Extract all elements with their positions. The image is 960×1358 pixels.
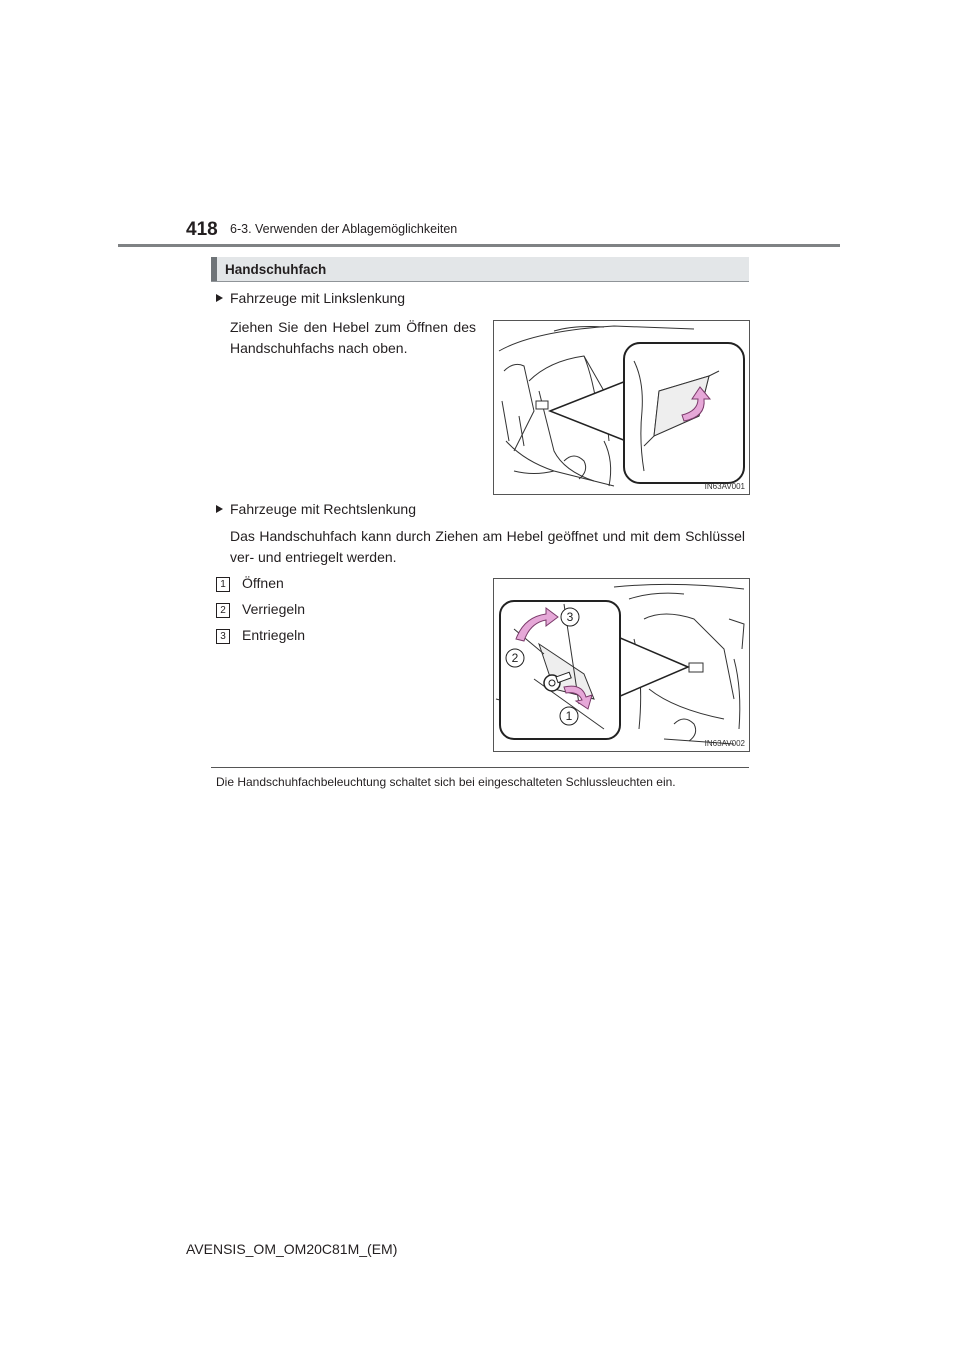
figure-left-hand [493,320,750,495]
list-item [216,601,305,618]
glovebox-right-hand-illustration [494,579,749,751]
triangle-bullet-icon [216,294,223,302]
svg-text:3: 3 [566,610,574,624]
list-item-label: Verriegeln [242,601,306,617]
list-item-label: Entriegeln [242,627,306,643]
number-box: 1 [216,577,230,592]
header-rule [118,244,840,247]
note-divider [211,767,749,768]
page-number: 418 [186,219,218,240]
svg-text:1: 1 [565,709,573,723]
bullet-left-hand-label: Fahrzeuge mit Linkslenkung [230,290,406,306]
list-item [216,575,284,592]
figure-right-hand-id: IN63AV002 [704,739,745,748]
number-box: 2 [216,603,230,618]
figure-left-hand-id: IN63AV001 [704,482,745,491]
section-heading: Handschuhfach [225,262,327,277]
bullet-left-hand [216,290,405,306]
left-hand-text: Ziehen Sie den Hebel zum Öffnen des Handschuhfachs nach oben. [230,319,476,356]
section-heading-bar [211,257,749,282]
triangle-bullet-icon [216,505,223,513]
list-item [216,627,305,644]
svg-text:2: 2 [511,651,519,665]
note-text: Die Handschuhfachbeleuchtung schaltet sich bei eingeschalteten Schlussleuchten ein. [216,775,676,789]
bullet-right-hand-label: Fahrzeuge mit Rechtslenkung [230,501,416,517]
section-title: 6-3. Verwenden der Ablagemöglichkeiten [230,222,458,236]
footer-doc-id: AVENSIS_OM_OM20C81M_(EM) [186,1241,398,1257]
list-item-label: Öffnen [242,575,284,591]
bullet-right-hand [216,501,416,517]
right-hand-text: Das Handschuhfach kann durch Ziehen am Hebel geöffnet und mit dem Schlüssel ver- und entriegelt werden. [230,528,745,565]
heading-accent [211,257,217,281]
figure-right-hand [493,578,750,752]
number-box: 3 [216,629,230,644]
glovebox-left-hand-illustration [494,321,749,494]
